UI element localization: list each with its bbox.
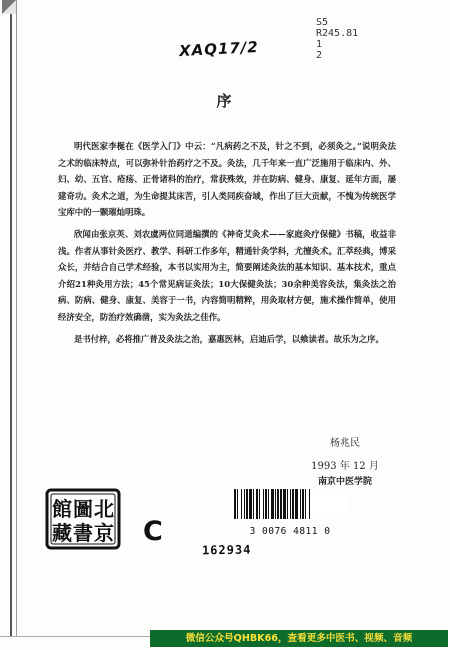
author-institution: 南京中医学院 [317,477,372,487]
barcode-bar [295,489,298,519]
catalog-line-1: S5 [316,17,329,28]
barcode-bar [275,489,276,519]
barcode-bar [300,489,301,519]
catalog-line-4: 2 [316,50,323,61]
handwritten-code: XAQ17/2 [178,37,260,61]
promo-banner: 微信公众号QHBK66，查看更多中医书、视频、音频 [150,630,448,647]
barcode-bar [287,489,288,519]
author-date: 1993 年 12 月 [311,461,379,472]
barcode-bar [263,489,264,519]
seal-char-2: 京 [94,521,114,545]
barcode-bar [277,489,279,519]
barcode-bar [292,489,294,519]
barcode-image [232,489,348,519]
barcode-number: 3 0076 4811 0 [249,526,331,537]
barcode-bar [246,489,248,519]
author-name: 杨兆民 [330,438,360,449]
bottom-rule [0,636,150,637]
barcode-bar [290,489,291,519]
seal-char-6: 藏 [52,521,72,545]
barcode-bar [268,489,269,519]
paragraph-1: 明代医家李梴在《医学入门》中云：“凡病药之不及，针之不到，必须灸之。”说明灸法之术的临床特点，可以弥补针治药疗之不及。灸法，几千年来一直广泛施用于临床内、外、妇、幼、五官、疮疡、正骨诸科的治疗，常获殊效，并在防病、健身、康复、延年方面，屡建奇功。灸术之道，为生命提其床苦，引人类同疾奋域，作出了巨大贡献，不愧为传统医学宝库中的一颗璀灿明珠。 [58,141,396,218]
paragraph-2: 欣闻由张京英、刘农虞两位同道编撰的《神奇艾灸术——家庭灸疗保健》书稿，收益非浅。作者从事针灸医疗、教学、科研工作多年，精通针灸学科，尤擅灸术。汇萃经典，博采众长，并结合自己学术经验，本书以实用为主，简要阐述灸法的基本知识、基本技术，重点介绍21种灸用方法；45个常见病证灸法；10大保健灸法；30余种美容灸法，集灸法之治病、防病、健身、康复、美容于一书，内容简明精粹，用灸取材方便，施术操作简单，使用经济安全，防治疗效确凿，实为灸法之佳作。 [58,228,396,322]
barcode-bar [244,489,245,519]
catalog-line-3: 1 [316,39,323,50]
barcode-bar [283,489,286,519]
barcode-bar [309,489,310,519]
barcode-bar [302,489,304,519]
accession-number: 162934 [201,542,252,558]
catalog-number [316,17,416,61]
preface-body [58,138,396,352]
catalog-line-2: R245.81 [316,28,359,39]
barcode-bar [256,489,258,519]
seal-char-1: 北 [94,497,114,521]
classification-letter: C [143,516,163,547]
barcode-bar [265,489,267,519]
barcode-bar [241,489,242,519]
paragraph-3: 是书付梓，必将推广普及灸法之治，嘉惠医林，启迪后学，以飨读者。故乐为之序。 [74,333,384,344]
seal-char-3: 圖 [73,497,93,521]
barcode-bar [234,489,236,519]
barcode-bar [305,489,306,519]
seal-char-5: 館 [52,497,72,521]
corner-fold-mark [2,0,16,14]
barcode-bar [259,489,260,519]
seal-char-4: 書 [73,521,93,545]
barcode-bar [253,489,254,519]
barcode-bar [249,489,252,519]
preface-title: 序 [216,92,234,110]
barcode-bar [280,489,282,519]
barcode-bar [237,489,238,519]
barcode-bar [271,489,274,519]
library-seal-stamp [44,487,122,551]
